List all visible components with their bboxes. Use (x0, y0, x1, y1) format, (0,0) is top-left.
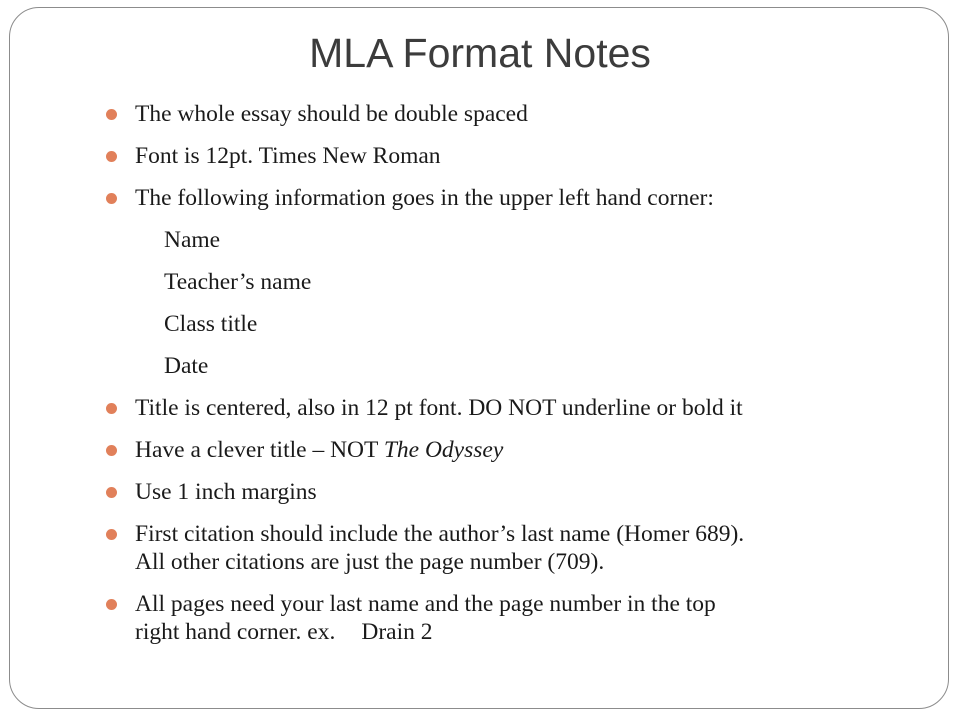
sub-item-text: Name (164, 227, 221, 253)
list-item (106, 590, 926, 646)
item-text: Font is 12pt. Times New Roman (135, 143, 441, 169)
item-text: Use 1 inch margins (135, 479, 317, 505)
item-text: Title is centered, also in 12 pt font. DO NOT underline or bold it (135, 395, 743, 421)
item-text-line1: All pages need your last name and the page number in the top (135, 591, 716, 617)
list-item (106, 142, 926, 170)
bullet-icon (106, 529, 117, 540)
item-text: Have a clever title – NOT (135, 437, 384, 463)
bullet-icon (106, 109, 117, 120)
bullet-icon (106, 193, 117, 204)
example-text: Drain 2 (361, 619, 433, 645)
sub-item-name (106, 226, 926, 254)
list-item (106, 100, 926, 128)
sub-item-date (106, 352, 926, 380)
list-item (106, 520, 926, 576)
list-item (106, 394, 926, 422)
slide-title: MLA Format Notes (309, 30, 651, 76)
item-text: The whole essay should be double spaced (135, 101, 528, 127)
sub-item-text: Date (164, 353, 209, 379)
item-text-line2: All other citations are just the page number (709). (135, 549, 605, 575)
bullet-list (106, 100, 926, 660)
bullet-icon (106, 487, 117, 498)
item-text-line2: right hand corner. ex. (135, 619, 336, 645)
bullet-icon (106, 599, 117, 610)
sub-item-class (106, 310, 926, 338)
item-italic-text: The Odyssey (383, 437, 504, 463)
bullet-icon (106, 445, 117, 456)
list-item (106, 184, 926, 212)
list-item (106, 436, 926, 464)
bullet-icon (106, 151, 117, 162)
item-text-line1: First citation should include the author’s last name (Homer 689). (135, 521, 745, 547)
bullet-icon (106, 403, 117, 414)
item-text: The following information goes in the upper left hand corner: (135, 185, 714, 211)
sub-item-text: Class title (164, 311, 258, 337)
sub-item-teacher (106, 268, 926, 296)
list-item (106, 478, 926, 506)
sub-item-text: Teacher’s name (164, 269, 312, 295)
